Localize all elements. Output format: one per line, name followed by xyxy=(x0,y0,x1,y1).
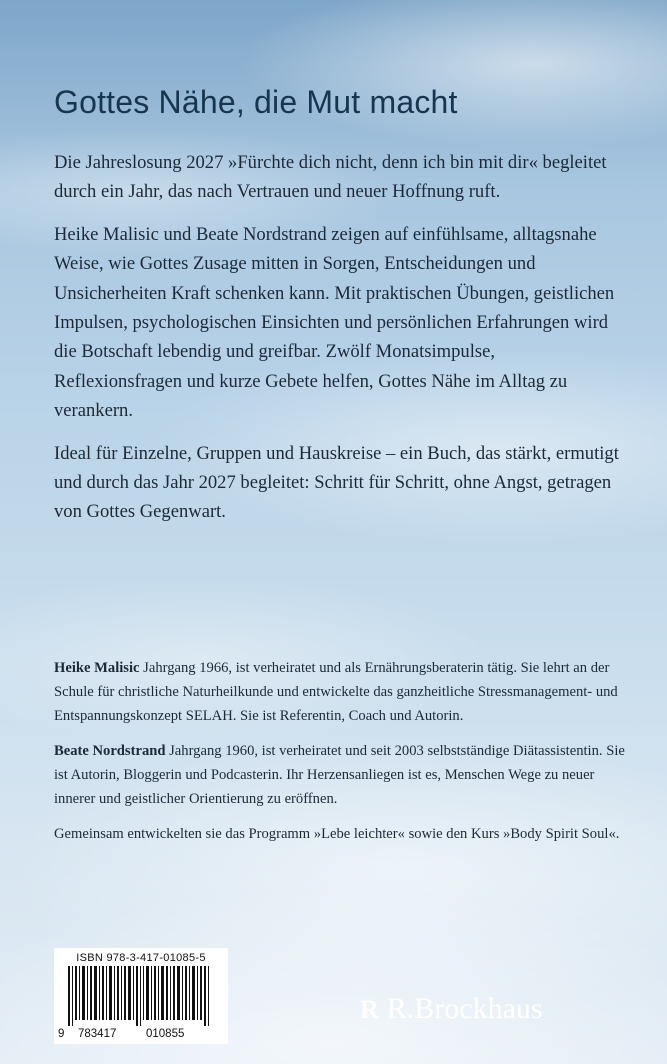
blurb-paragraph-1: Die Jahreslosung 2027 »Fürchte dich nicht, denn ich bin mit dir« begleitet durch ein Jahr, das nach Vertrauen und neuer Hoffnung ruft. xyxy=(54,152,607,203)
author-bio-text-1: Jahrgang 1966, ist verheiratet und als Ernährungsberaterin tätig. Sie lehrt an der Schule für christliche Naturheilkunde und entwickelte das ganzheitliche Stressmanagement- und Entspannungskonzept SELAH. Sie ist Referentin, Coach und Autorin. xyxy=(54,660,618,724)
author-bio-2 xyxy=(54,739,629,811)
barcode-label xyxy=(54,948,228,1044)
publisher-logo xyxy=(360,992,543,1026)
isbn-text: ISBN 978-3-417-01085-5 xyxy=(76,952,206,964)
blurb-paragraph-3: Ideal für Einzelne, Gruppen und Hauskreise – ein Buch, das stärkt, ermutigt und durch das Jahr 2027 begleitet: Schritt für Schritt, ohne Angst, getragen von Gottes Gegenwart. xyxy=(54,442,619,523)
barcode-digits-left: 783417 xyxy=(78,1028,117,1040)
author-name-2: Beate Nordstrand xyxy=(54,743,166,759)
author-bio-text-2: Jahrgang 1960, ist verheiratet und seit 2003 selbstständige Diätassistentin. Sie ist Autorin, Bloggerin und Podcasterin. Ihr Herzensanliegen ist es, Menschen Wege zu neuer innerer und geistlicher Orientierung zu eröffnen. xyxy=(54,743,625,807)
barcode-digit-lead: 9 xyxy=(58,1028,65,1040)
author-bios xyxy=(54,656,629,857)
book-title: Gottes Nähe, die Mut macht xyxy=(54,84,458,120)
blurb-paragraph-2: Heike Malisic und Beate Nordstrand zeigen auf einfühlsame, alltagsnahe Weise, wie Gottes Zusage mitten in Sorgen, Entscheidungen und Unsicherheiten Kraft schenken kann. Mit praktischen Übungen, geistlichen Impulsen, psychologischen Einsichten und persönlichen Erfahrungen wird die Botschaft lebendig und greifbar. Zwölf Monatsimpulse, Reflexionsfragen und kurze Gebete helfen, Gottes Nähe im Alltag zu verankern. xyxy=(54,223,615,422)
author-name-1: Heike Malisic xyxy=(54,660,140,676)
blurb xyxy=(54,148,624,540)
authors-closing: Gemeinsam entwickelten sie das Programm »Lebe leichter« sowie den Kurs »Body Spirit Soul«. xyxy=(54,826,620,842)
author-bio-1 xyxy=(54,656,629,728)
publisher-name: R.Brockhaus xyxy=(386,992,543,1025)
barcode-graphic xyxy=(68,966,218,1026)
publisher-mark-icon: R xyxy=(360,995,379,1024)
barcode-digits-right: 010855 xyxy=(146,1028,185,1040)
